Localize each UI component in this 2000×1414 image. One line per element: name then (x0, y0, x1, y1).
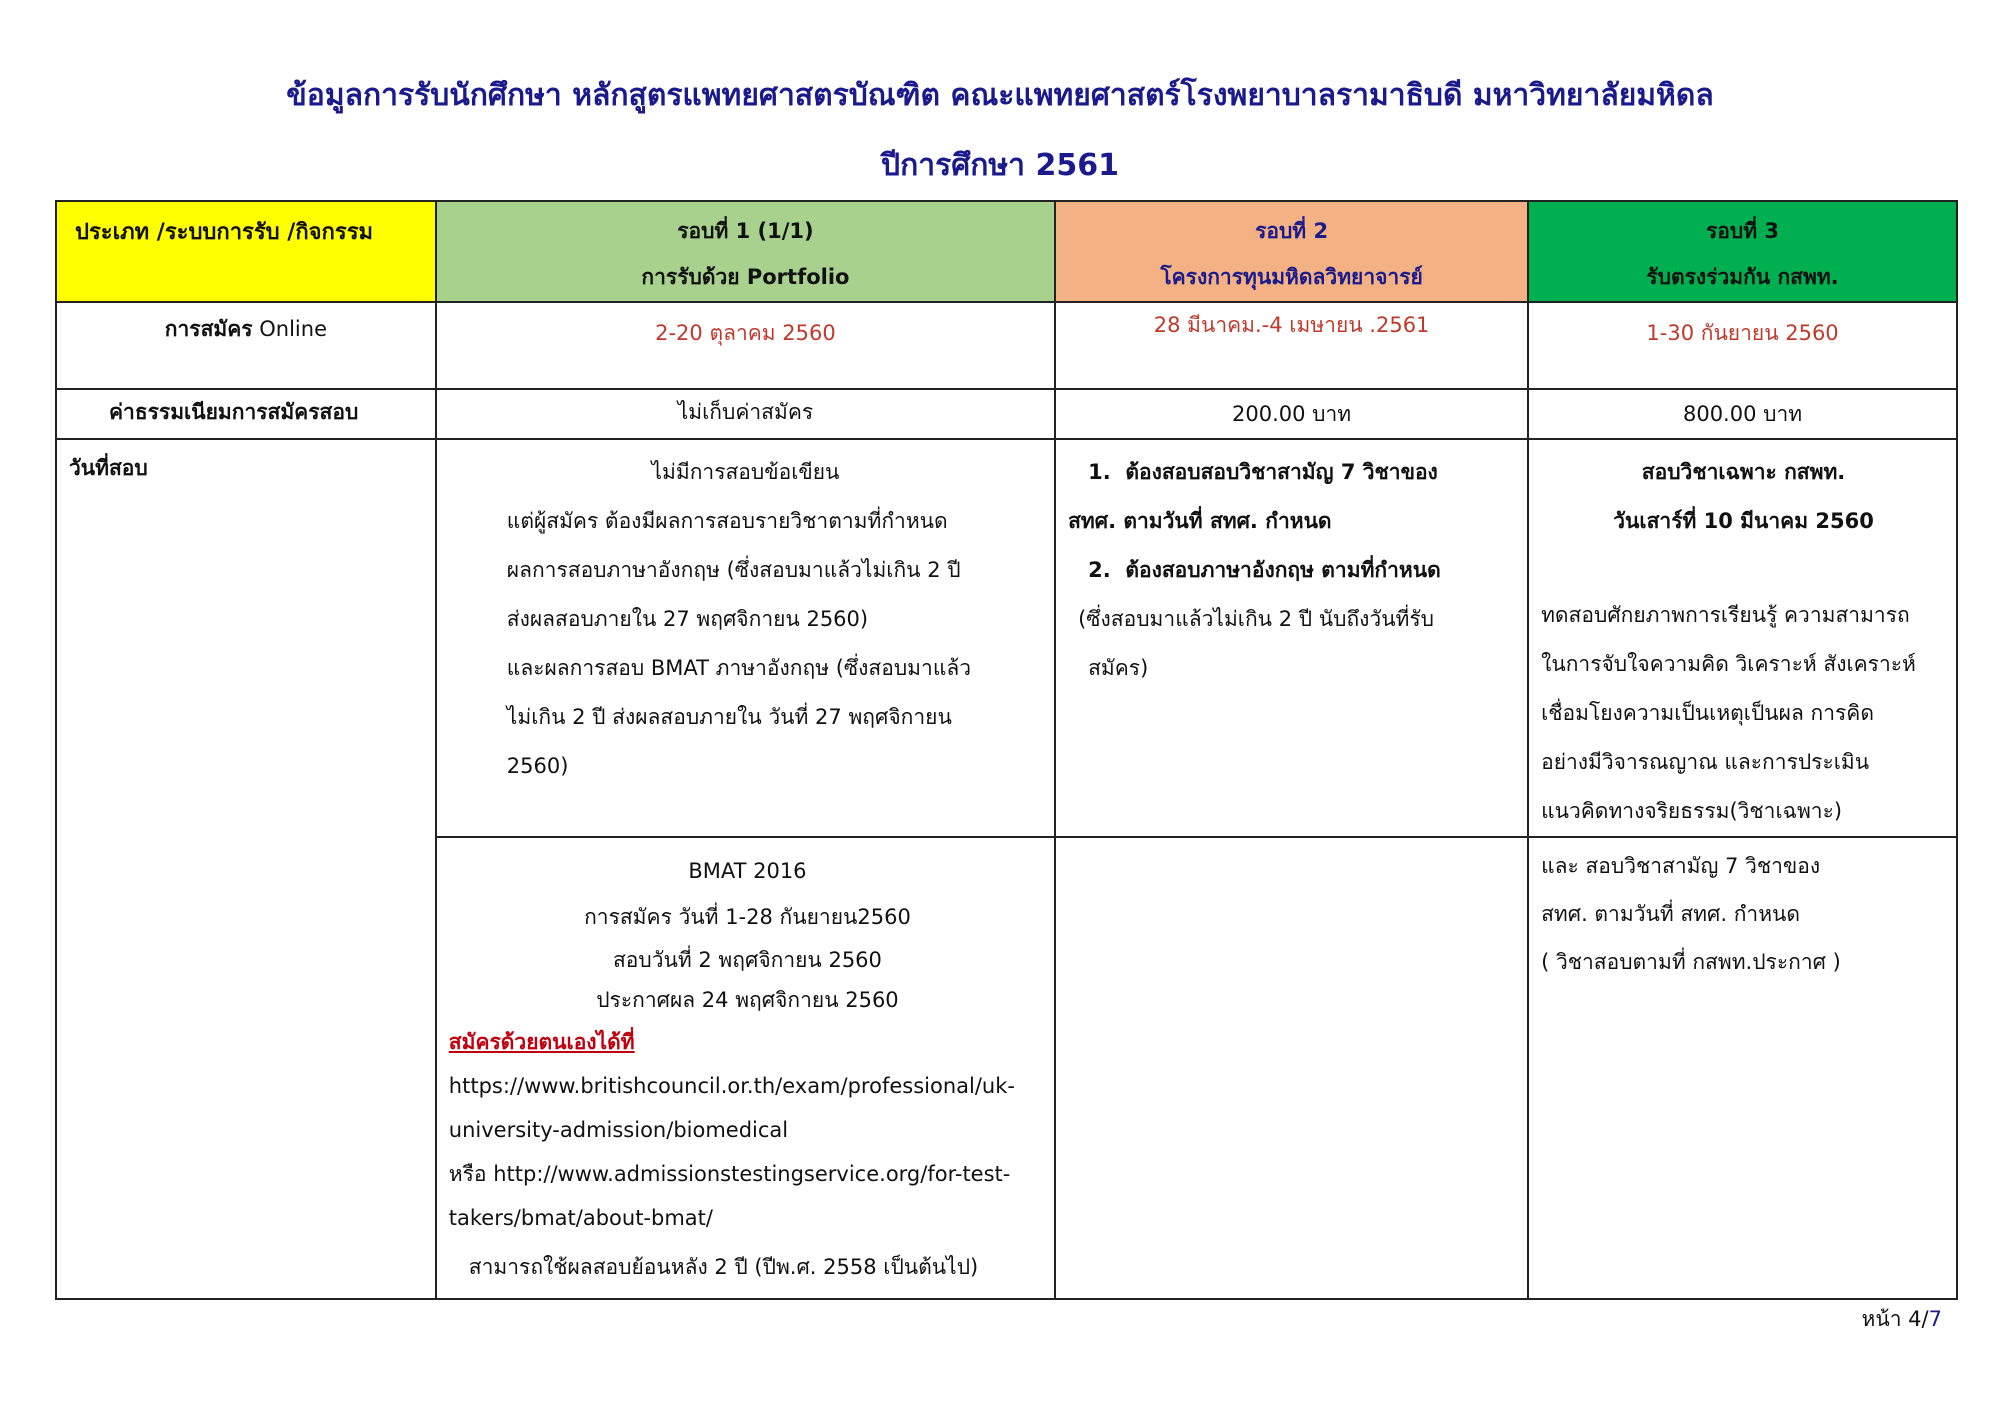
round2-bmat-empty (1055, 837, 1528, 1299)
round2-exam-note: (ซึ่งสอบมาแล้วไม่เกิน 2 ปี นับถึงวันที่รับ (1078, 607, 1435, 631)
fee-row (56, 389, 1957, 439)
bmat-retro-note: สามารถใช้ผลสอบย้อนหลัง 2 ปี (ปีพ.ศ. 2558 เป็นต้นไป) (468, 1255, 979, 1279)
round1-title: รอบที่ 1 (1/1) (677, 219, 814, 243)
registration-online: Online (252, 317, 327, 341)
round1-header (436, 201, 1055, 302)
round1-exam-line: ผลการสอบภาษาอังกฤษ (ซึ่งสอบมาแล้วไม่เกิน 2 ปี (506, 558, 961, 582)
round2-exam-item-1: 1. ต้องสอบสอบวิชาสามัญ 7 วิชาของ (1088, 460, 1438, 484)
round3-extra-line: และ สอบวิชาสามัญ 7 วิชาของ (1541, 854, 1821, 878)
bmat-link-british-council[interactable]: https://www.britishcouncil.or.th/exam/professional/uk- university-admission/biomedical (448, 1074, 1015, 1142)
round3-exam-date: วันเสาร์ที่ 10 มีนาคม 2560 (1613, 509, 1874, 533)
round1-exam-line: ไม่มีการสอบข้อเขียน (651, 460, 840, 484)
round3-fee: 800.00 บาท (1528, 389, 1957, 439)
round2-fee: 200.00 บาท (1055, 389, 1528, 439)
header-row (56, 201, 1957, 302)
round2-title: รอบที่ 2 (1255, 219, 1329, 243)
admission-table (55, 200, 1958, 1300)
round1-subtitle: การรับด้วย Portfolio (641, 265, 850, 289)
round2-exam-item-2: 2. ต้องสอบภาษาอังกฤษ ตามที่กำหนด (1088, 558, 1441, 582)
registration-label-cell (56, 302, 436, 389)
round3-registration: 1-30 กันยายน 2560 (1528, 302, 1957, 389)
bmat-exam-date: สอบวันที่ 2 พฤศจิกายน 2560 (612, 948, 882, 972)
round3-exam-line: แนวคิดทางจริยธรรม(วิชาเฉพาะ) (1541, 799, 1843, 823)
bmat-title: BMAT 2016 (688, 859, 807, 883)
round3-exam-line: อย่างมีวิจารณญาณ และการประเมิน (1541, 750, 1870, 774)
page-number: หน้า 4/7 (1861, 1307, 1942, 1331)
round3-exam-head: สอบวิชาเฉพาะ กสพท. (1641, 460, 1846, 484)
round1-exam-line: แต่ผู้สมัคร ต้องมีผลการสอบรายวิชาตามที่กำหนด (506, 509, 948, 533)
fee-label: ค่าธรรมเนียมการสมัครสอบ (56, 389, 436, 439)
round2-exam-item-1-cont: สทศ. ตามวันที่ สทศ. กำหนด (1068, 509, 1332, 533)
round3-exam-line: ในการจับใจความคิด วิเคราะห์ สังเคราะห์ (1541, 652, 1916, 676)
exam-row (56, 439, 1957, 837)
header-label: ประเภท /ระบบการรับ /กิจกรรม (75, 220, 374, 245)
bmat-link-admissions[interactable]: หรือ http://www.admissionstestingservice.org/for-test- takers/bmat/about-bmat/ (448, 1162, 1011, 1230)
academic-year-title: ปีการศึกษา 2561 (881, 148, 1119, 183)
bmat-cell (436, 837, 1055, 1299)
round3-header (1528, 201, 1957, 302)
round3-subtitle: รับตรงร่วมกัน กสพท. (1646, 265, 1839, 289)
bmat-result: ประกาศผล 24 พฤศจิกายน 2560 (596, 988, 899, 1012)
round3-exam-line: ทดสอบศักยภาพการเรียนรู้ ความสามารถ (1541, 603, 1910, 627)
round2-exam (1055, 439, 1528, 837)
bmat-register: การสมัคร วันที่ 1-28 กันยายน2560 (584, 905, 911, 929)
round3-exam (1528, 439, 1957, 837)
round2-registration: 28 มีนาคม.-4 เมษายน .2561 (1055, 302, 1528, 389)
round2-subtitle: โครงการทุนมหิดลวิทยาจารย์ (1160, 265, 1423, 289)
bmat-apply-heading: สมัครด้วยตนเองได้ที่ (448, 1030, 635, 1054)
round3-extra-line: ( วิชาสอบตามที่ กสพท.ประกาศ ) (1541, 950, 1841, 974)
document-title: ข้อมูลการรับนักศึกษา หลักสูตรแพทยศาสตรบัณฑิต คณะแพทยศาสตร์โรงพยาบาลรามาธิบดี มหาวิทยาลัยมหิดล (286, 78, 1714, 113)
round2-header (1055, 201, 1528, 302)
round1-exam-line: ส่งผลสอบภายใน 27 พฤศจิกายน 2560) (506, 607, 869, 631)
registration-label: การสมัคร (164, 317, 253, 341)
round1-registration: 2-20 ตุลาคม 2560 (436, 302, 1055, 389)
round3-title: รอบที่ 3 (1706, 219, 1780, 243)
round3-exam-line: เชื่อมโยงความเป็นเหตุเป็นผล การคิด (1541, 701, 1874, 725)
round1-exam-line: และผลการสอบ BMAT ภาษาอังกฤษ (ซึ่งสอบมาแล้ว (506, 656, 972, 680)
round1-exam-line: ไม่เกิน 2 ปี ส่งผลสอบภายใน วันที่ 27 พฤศจิกายน (506, 705, 952, 729)
round3-extra-line: สทศ. ตามวันที่ สทศ. กำหนด (1541, 902, 1801, 926)
exam-label: วันที่สอบ (56, 439, 436, 1299)
round3-extra (1528, 837, 1957, 1299)
round1-fee: ไม่เก็บค่าสมัคร (436, 389, 1055, 439)
round1-exam-line: 2560) (506, 754, 569, 778)
round2-exam-note: สมัคร) (1088, 656, 1149, 680)
registration-row (56, 302, 1957, 389)
round1-exam (436, 439, 1055, 837)
header-label-cell (56, 201, 436, 302)
